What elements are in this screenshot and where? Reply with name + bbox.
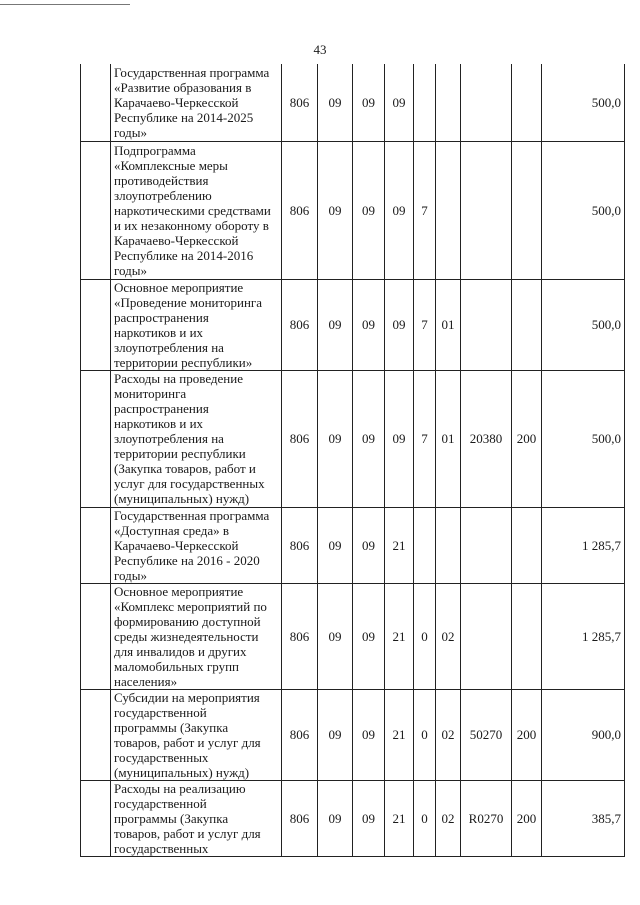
name-line: Государственная программа [114, 507, 270, 523]
name-line: формированию доступной [114, 613, 261, 629]
cell-subprogram: 7 [414, 370, 436, 507]
budget-table [80, 64, 625, 857]
table-body [81, 64, 625, 856]
cell-index [81, 689, 111, 780]
name-line: злоупотребления на [114, 339, 224, 355]
name-line: наркотическими средствами [114, 202, 271, 218]
cell-program: 09 [385, 64, 414, 141]
name-line: Республике на 2014-2016 [114, 247, 254, 263]
name-line: Карачаево-Черкесской [114, 94, 239, 110]
name-line: «Комплекс мероприятий по [114, 598, 267, 614]
cell-event: 02 [436, 780, 461, 856]
cell-name [111, 64, 282, 141]
name-line: наркотиков и их [114, 324, 204, 340]
cell-ministry: 806 [282, 583, 318, 689]
cell-section: 09 [318, 279, 353, 370]
cell-direction [461, 279, 512, 370]
table-row [81, 689, 625, 780]
cell-expense-type [512, 141, 542, 279]
table-row [81, 279, 625, 370]
cell-expense-type [512, 64, 542, 141]
cell-amount: 500,0 [542, 141, 625, 279]
cell-event [436, 141, 461, 279]
cell-ministry: 806 [282, 689, 318, 780]
table-row [81, 780, 625, 856]
table-row [81, 583, 625, 689]
cell-ministry: 806 [282, 64, 318, 141]
name-line: Основное мероприятие [114, 583, 244, 599]
cell-direction: R0270 [461, 780, 512, 856]
name-line: территории республики» [114, 354, 253, 370]
cell-subsection: 09 [353, 64, 385, 141]
cell-section: 09 [318, 141, 353, 279]
cell-subsection: 09 [353, 780, 385, 856]
cell-name [111, 583, 282, 689]
cell-amount: 500,0 [542, 370, 625, 507]
name-line: государственных [114, 840, 209, 856]
name-line: государственных [114, 749, 209, 765]
name-line: годы» [114, 124, 147, 140]
cell-subprogram [414, 64, 436, 141]
cell-amount: 385,7 [542, 780, 625, 856]
cell-section: 09 [318, 370, 353, 507]
name-line: (муниципальных) нужд) [114, 764, 250, 780]
name-line: наркотиков и их [114, 416, 204, 431]
cell-index [81, 64, 111, 141]
cell-subprogram: 0 [414, 780, 436, 856]
cell-program: 21 [385, 780, 414, 856]
cell-ministry: 806 [282, 370, 318, 507]
cell-index [81, 141, 111, 279]
cell-expense-type [512, 507, 542, 583]
name-line: Расходы на проведение [114, 371, 243, 386]
name-line: населения» [114, 673, 178, 689]
cell-event [436, 507, 461, 583]
name-line: Подпрограмма [114, 142, 196, 158]
cell-ministry: 806 [282, 507, 318, 583]
name-line: программы (Закупка [114, 719, 229, 735]
cell-ministry: 806 [282, 141, 318, 279]
table-row [81, 507, 625, 583]
cell-ministry: 806 [282, 279, 318, 370]
cell-subsection: 09 [353, 583, 385, 689]
cell-expense-type [512, 279, 542, 370]
cell-direction: 20380 [461, 370, 512, 507]
cell-section: 09 [318, 64, 353, 141]
name-line: противодействия [114, 172, 209, 188]
cell-section: 09 [318, 780, 353, 856]
cell-amount: 900,0 [542, 689, 625, 780]
cell-program: 09 [385, 141, 414, 279]
name-line: услуг для государственных [114, 476, 265, 491]
table-row [81, 64, 625, 141]
name-line: распространения [114, 401, 209, 416]
cell-ministry: 806 [282, 780, 318, 856]
cell-direction [461, 507, 512, 583]
page-number: 43 [313, 42, 327, 57]
cell-amount: 500,0 [542, 64, 625, 141]
cell-event: 01 [436, 279, 461, 370]
name-line: злоупотребления на [114, 431, 224, 446]
corner-rule [0, 4, 130, 5]
name-line: Расходы на реализацию [114, 780, 246, 796]
name-line: территории республики [114, 446, 246, 461]
cell-expense-type: 200 [512, 370, 542, 507]
cell-direction: 50270 [461, 689, 512, 780]
table-row [81, 141, 625, 279]
cell-program: 09 [385, 370, 414, 507]
cell-amount: 1 285,7 [542, 507, 625, 583]
cell-subsection: 09 [353, 279, 385, 370]
cell-section: 09 [318, 583, 353, 689]
cell-name [111, 370, 282, 507]
name-line: годы» [114, 567, 147, 583]
name-line: Республике на 2016 - 2020 [114, 552, 260, 568]
cell-event: 01 [436, 370, 461, 507]
name-line: государственной [114, 704, 207, 720]
cell-direction [461, 583, 512, 689]
cell-amount: 1 285,7 [542, 583, 625, 689]
cell-program: 09 [385, 279, 414, 370]
name-line: распространения [114, 309, 209, 325]
cell-expense-type [512, 583, 542, 689]
cell-index [81, 279, 111, 370]
cell-subprogram [414, 507, 436, 583]
name-line: государственной [114, 795, 207, 811]
name-line: товаров, работ и услуг для [114, 734, 261, 750]
table-row [81, 370, 625, 507]
cell-index [81, 780, 111, 856]
cell-amount: 500,0 [542, 279, 625, 370]
name-line: «Проведение мониторинга [114, 294, 263, 310]
name-line: «Комплексные меры [114, 157, 228, 173]
name-line: для инвалидов и других [114, 643, 247, 659]
cell-subsection: 09 [353, 141, 385, 279]
cell-program: 21 [385, 689, 414, 780]
cell-subsection: 09 [353, 507, 385, 583]
cell-section: 09 [318, 689, 353, 780]
cell-subprogram: 0 [414, 583, 436, 689]
cell-expense-type: 200 [512, 689, 542, 780]
name-line: среды жизнедеятельности [114, 628, 259, 644]
name-line: Республике на 2014-2025 [114, 109, 254, 125]
name-line: и их незаконному обороту в [114, 217, 269, 233]
cell-index [81, 370, 111, 507]
cell-name [111, 780, 282, 856]
cell-expense-type: 200 [512, 780, 542, 856]
name-line: Государственная программа [114, 64, 270, 80]
cell-event: 02 [436, 689, 461, 780]
name-line: Основное мероприятие [114, 279, 244, 295]
cell-event: 02 [436, 583, 461, 689]
name-line: «Доступная среда» в [114, 522, 230, 538]
cell-subprogram: 7 [414, 279, 436, 370]
cell-subprogram: 7 [414, 141, 436, 279]
cell-program: 21 [385, 507, 414, 583]
cell-subprogram: 0 [414, 689, 436, 780]
cell-program: 21 [385, 583, 414, 689]
name-line: (муниципальных) нужд) [114, 491, 250, 506]
cell-name [111, 689, 282, 780]
name-line: мониторинга [114, 386, 187, 401]
name-line: Субсидии на мероприятия [114, 689, 260, 705]
name-line: злоупотреблению [114, 187, 212, 203]
cell-name [111, 279, 282, 370]
cell-subsection: 09 [353, 689, 385, 780]
cell-index [81, 583, 111, 689]
cell-subsection: 09 [353, 370, 385, 507]
name-line: маломобильных групп [114, 658, 239, 674]
name-line: «Развитие образования в [114, 79, 252, 95]
name-line: годы» [114, 262, 147, 278]
cell-name [111, 141, 282, 279]
name-line: товаров, работ и услуг для [114, 825, 261, 841]
name-line: (Закупка товаров, работ и [114, 461, 256, 476]
cell-direction [461, 64, 512, 141]
cell-event [436, 64, 461, 141]
cell-index [81, 507, 111, 583]
name-line: программы (Закупка [114, 810, 229, 826]
cell-direction [461, 141, 512, 279]
cell-section: 09 [318, 507, 353, 583]
cell-name [111, 507, 282, 583]
name-line: Карачаево-Черкесской [114, 537, 239, 553]
name-line: Карачаево-Черкесской [114, 232, 239, 248]
